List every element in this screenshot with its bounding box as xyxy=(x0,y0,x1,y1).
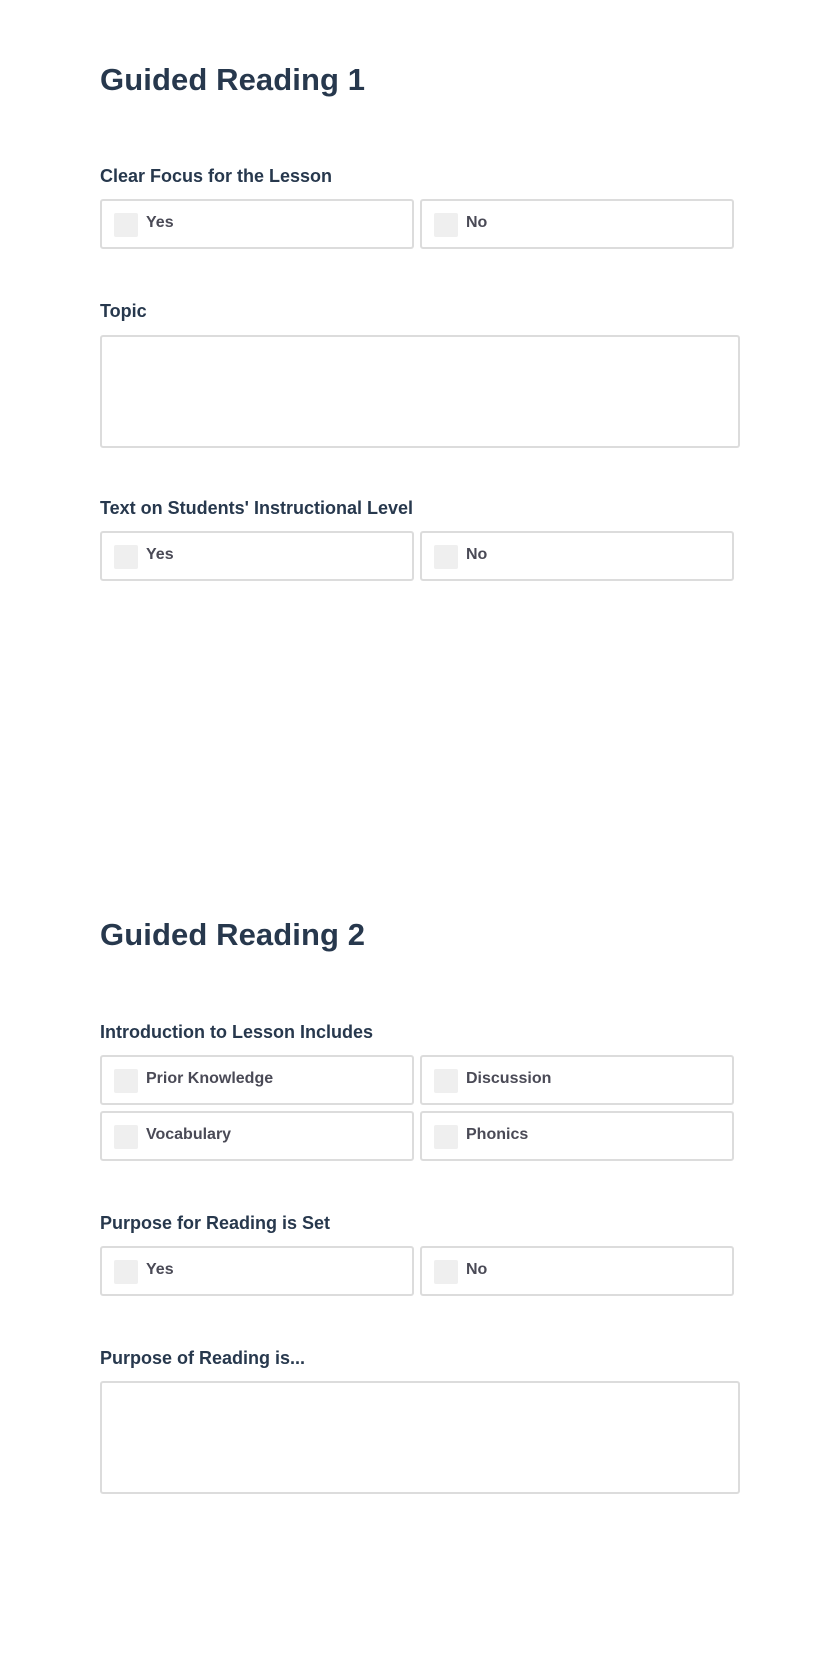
option-label: Discussion xyxy=(466,1070,552,1087)
checkbox-icon[interactable] xyxy=(434,1125,458,1149)
question-label: Purpose of Reading is... xyxy=(100,1348,306,1368)
clear-focus-no-option[interactable] xyxy=(420,199,734,249)
checkbox-icon[interactable] xyxy=(114,1125,138,1149)
checkbox-icon[interactable] xyxy=(114,1260,138,1284)
option-label: Prior Knowledge xyxy=(146,1070,274,1087)
checkbox-icon[interactable] xyxy=(434,1260,458,1284)
section-title: Guided Reading 2 xyxy=(100,917,366,952)
section-title: Guided Reading 1 xyxy=(100,62,366,97)
question-label: Text on Students' Instructional Level xyxy=(100,498,413,518)
question-label: Purpose for Reading is Set xyxy=(100,1213,331,1233)
text-level-no-option[interactable] xyxy=(420,531,734,581)
option-label: No xyxy=(466,214,488,231)
checkbox-icon[interactable] xyxy=(434,1069,458,1093)
checkbox-icon[interactable] xyxy=(434,545,458,569)
intro-phonics-option[interactable] xyxy=(420,1111,734,1161)
question-label: Introduction to Lesson Includes xyxy=(100,1022,374,1042)
intro-vocabulary-option[interactable] xyxy=(100,1111,414,1161)
topic-textarea[interactable] xyxy=(100,335,740,448)
option-label: No xyxy=(466,546,488,563)
intro-discussion-option[interactable] xyxy=(420,1055,734,1105)
text-level-yes-option[interactable] xyxy=(100,531,414,581)
option-label: No xyxy=(466,1261,488,1278)
option-label: Phonics xyxy=(466,1126,529,1143)
checkbox-icon[interactable] xyxy=(114,1069,138,1093)
intro-prior-knowledge-option[interactable] xyxy=(100,1055,414,1105)
checkbox-icon[interactable] xyxy=(114,213,138,237)
question-label: Topic xyxy=(100,301,147,321)
purpose-textarea[interactable] xyxy=(100,1381,740,1494)
option-label: Yes xyxy=(146,1261,174,1278)
clear-focus-yes-option[interactable] xyxy=(100,199,414,249)
purpose-set-no-option[interactable] xyxy=(420,1246,734,1296)
purpose-set-yes-option[interactable] xyxy=(100,1246,414,1296)
option-label: Yes xyxy=(146,546,174,563)
question-label: Clear Focus for the Lesson xyxy=(100,166,333,186)
option-label: Yes xyxy=(146,214,174,231)
option-label: Vocabulary xyxy=(146,1126,232,1143)
checkbox-icon[interactable] xyxy=(114,545,138,569)
checkbox-icon[interactable] xyxy=(434,213,458,237)
